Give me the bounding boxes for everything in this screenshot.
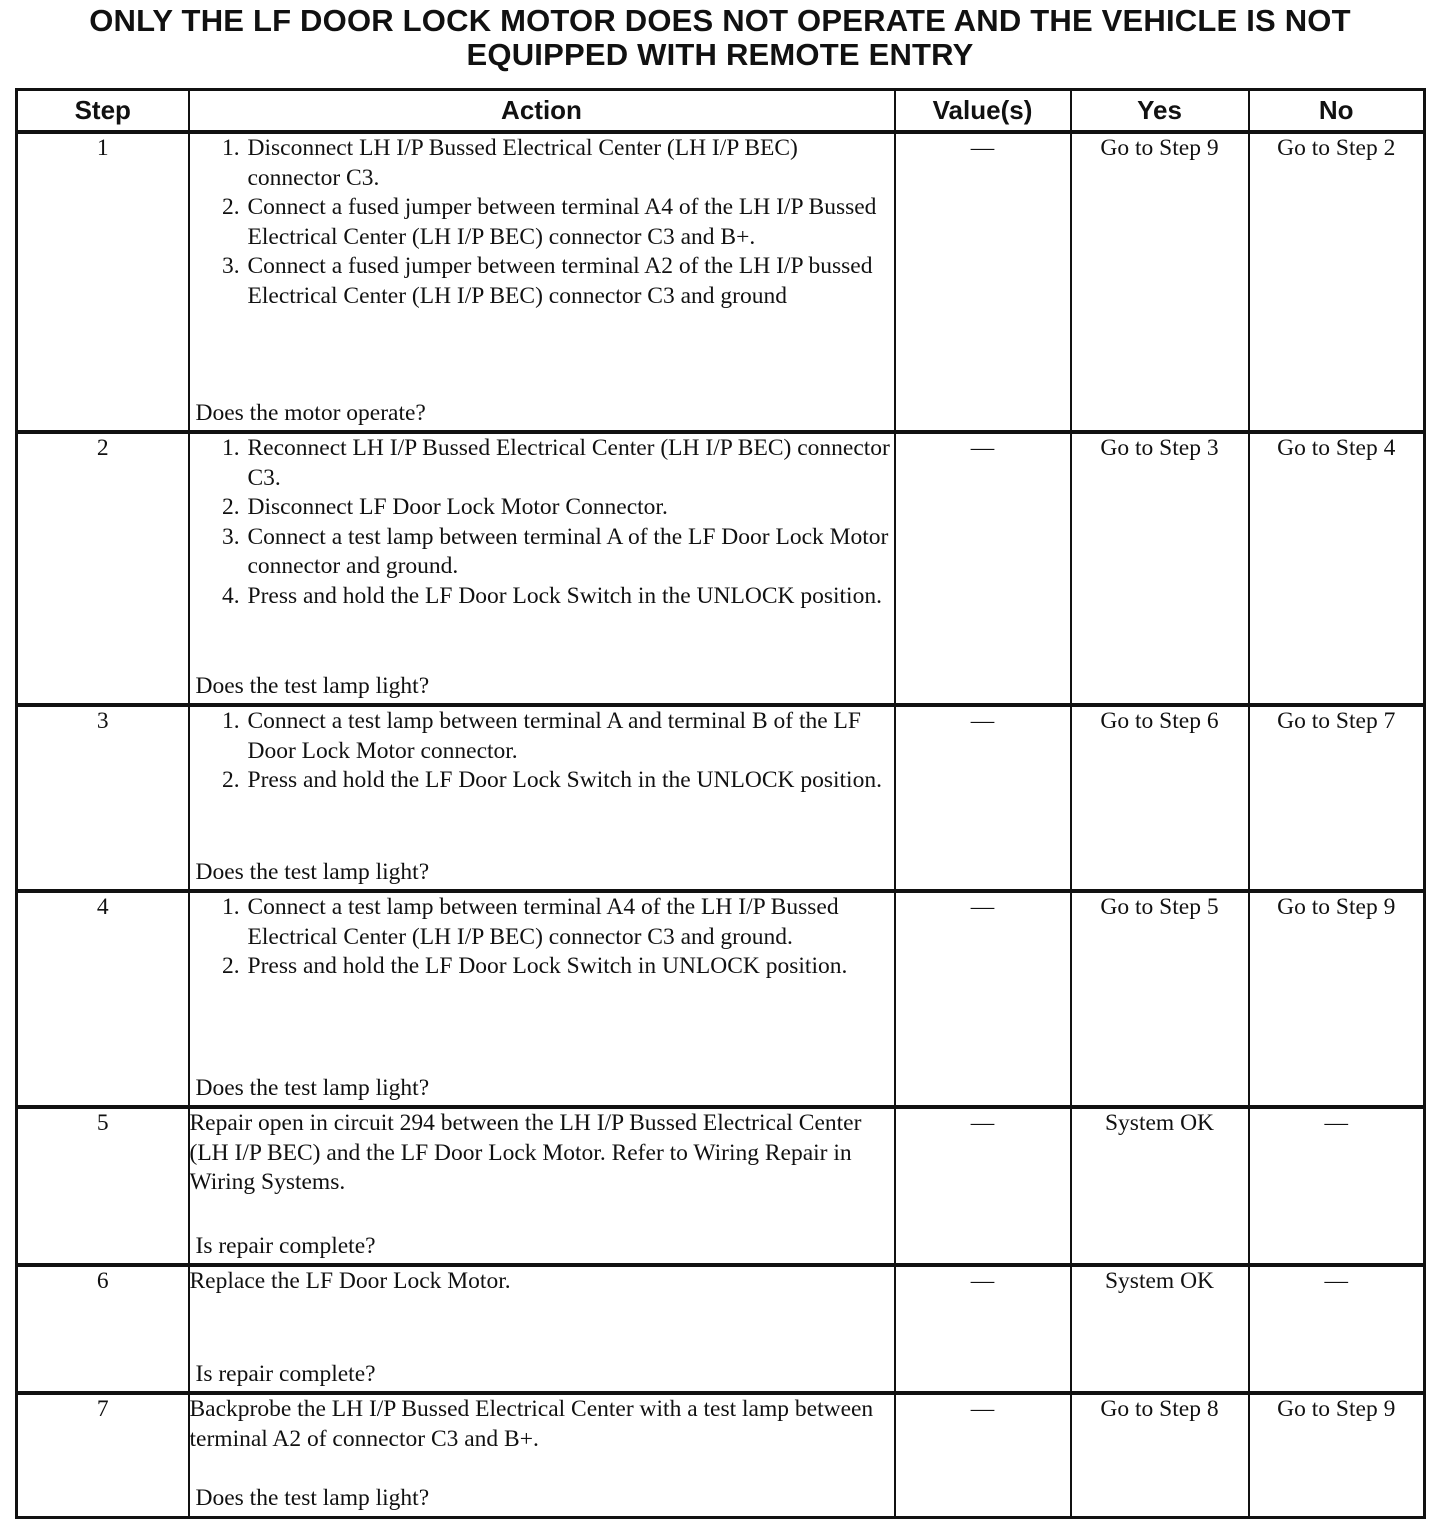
- yes-cell: Go to Step 5: [1071, 891, 1249, 1107]
- action-question: Does the test lamp light?: [195, 1485, 430, 1511]
- yes-cell: Go to Step 6: [1071, 705, 1249, 891]
- page-title-line-1: ONLY THE LF DOOR LOCK MOTOR DOES NOT OPERATE AND THE VEHICLE IS NOT: [89, 3, 1351, 38]
- action-cell: [189, 1393, 895, 1517]
- value-cell: —: [895, 132, 1071, 432]
- no-cell: Go to Step 9: [1249, 891, 1425, 1107]
- step-number: 5: [17, 1107, 189, 1265]
- table-row: [17, 705, 1425, 891]
- action-cell: [189, 1107, 895, 1265]
- yes-cell: System OK: [1071, 1265, 1249, 1393]
- table-row: [17, 432, 1425, 705]
- action-text: Replace the LF Door Lock Motor.: [189, 1268, 511, 1294]
- table-row: [17, 132, 1425, 432]
- action-step: 3. Connect a fused jumper between terminal A2 of the LH I/P bussed Electrical Center (LH I/P BEC) connector C3 and ground: [246, 252, 894, 311]
- header-values: Value(s): [895, 90, 1071, 133]
- header-no: No: [1249, 90, 1425, 133]
- value-cell: —: [895, 432, 1071, 705]
- action-question: Does the test lamp light?: [195, 672, 430, 699]
- no-cell: —: [1249, 1265, 1425, 1393]
- value-cell: —: [895, 705, 1071, 891]
- page-title: [0, 4, 1440, 72]
- action-step: 1. Connect a test lamp between terminal A and terminal B of the LF Door Lock Motor connector.: [246, 707, 894, 766]
- action-cell: [189, 132, 895, 432]
- action-steps: [190, 707, 894, 796]
- action-step: 1. Reconnect LH I/P Bussed Electrical Center (LH I/P BEC) connector C3.: [246, 434, 894, 493]
- step-number: 7: [17, 1393, 189, 1517]
- action-step: 4. Press and hold the LF Door Lock Switch in the UNLOCK position.: [246, 582, 894, 612]
- header-row: [17, 90, 1425, 133]
- no-cell: Go to Step 9: [1249, 1393, 1425, 1517]
- diagnostic-table: [15, 88, 1426, 1519]
- action-steps: [190, 893, 894, 982]
- step-number: 3: [17, 705, 189, 891]
- table-row: [17, 891, 1425, 1107]
- value-cell: —: [895, 891, 1071, 1107]
- no-cell: Go to Step 4: [1249, 432, 1425, 705]
- action-text: Repair open in circuit 294 between the LH I/P Bussed Electrical Center (LH I/P BEC) and the LF Door Lock Motor. Refer to Wiring Repair in Wiring Systems.: [189, 1110, 862, 1195]
- value-cell: —: [895, 1393, 1071, 1517]
- action-question: Does the motor operate?: [195, 399, 426, 426]
- step-number: 1: [17, 132, 189, 432]
- header-action: Action: [189, 90, 895, 133]
- action-step: 1. Disconnect LH I/P Bussed Electrical Center (LH I/P BEC) connector C3.: [246, 134, 894, 193]
- yes-cell: System OK: [1071, 1107, 1249, 1265]
- no-cell: —: [1249, 1107, 1425, 1265]
- table-row: [17, 1265, 1425, 1393]
- no-cell: Go to Step 2: [1249, 132, 1425, 432]
- step-number: 4: [17, 891, 189, 1107]
- header-step: Step: [17, 90, 189, 133]
- action-cell: [189, 705, 895, 891]
- table-row: [17, 1393, 1425, 1517]
- action-steps: [190, 434, 894, 611]
- action-steps: [190, 134, 894, 311]
- action-step: 3. Connect a test lamp between terminal A of the LF Door Lock Motor connector and ground.: [246, 523, 894, 582]
- action-cell: [189, 432, 895, 705]
- value-cell: —: [895, 1107, 1071, 1265]
- action-text: Backprobe the LH I/P Bussed Electrical Center with a test lamp between terminal A2 of connector C3 and B+.: [189, 1396, 874, 1452]
- yes-cell: Go to Step 3: [1071, 432, 1249, 705]
- step-number: 2: [17, 432, 189, 705]
- table-row: [17, 1107, 1425, 1265]
- action-cell: [189, 1265, 895, 1393]
- step-number: 6: [17, 1265, 189, 1393]
- action-step: 2. Press and hold the LF Door Lock Switch in the UNLOCK position.: [246, 766, 894, 796]
- value-cell: —: [895, 1265, 1071, 1393]
- action-step: 2. Connect a fused jumper between terminal A4 of the LH I/P Bussed Electrical Center (LH I/P BEC) connector C3 and B+.: [246, 193, 894, 252]
- yes-cell: Go to Step 9: [1071, 132, 1249, 432]
- action-step: 2. Press and hold the LF Door Lock Switch in UNLOCK position.: [246, 952, 894, 982]
- action-step: 1. Connect a test lamp between terminal A4 of the LH I/P Bussed Electrical Center (LH I/P BEC) connector C3 and ground.: [246, 893, 894, 952]
- action-question: Is repair complete?: [195, 1232, 376, 1259]
- no-cell: Go to Step 7: [1249, 705, 1425, 891]
- action-question: Does the test lamp light?: [195, 1074, 430, 1101]
- page-title-line-2: EQUIPPED WITH REMOTE ENTRY: [466, 37, 974, 72]
- action-question: Is repair complete?: [195, 1360, 376, 1387]
- header-yes: Yes: [1071, 90, 1249, 133]
- action-question: Does the test lamp light?: [195, 858, 430, 885]
- action-cell: [189, 891, 895, 1107]
- yes-cell: Go to Step 8: [1071, 1393, 1249, 1517]
- action-step: 2. Disconnect LF Door Lock Motor Connector.: [246, 493, 894, 523]
